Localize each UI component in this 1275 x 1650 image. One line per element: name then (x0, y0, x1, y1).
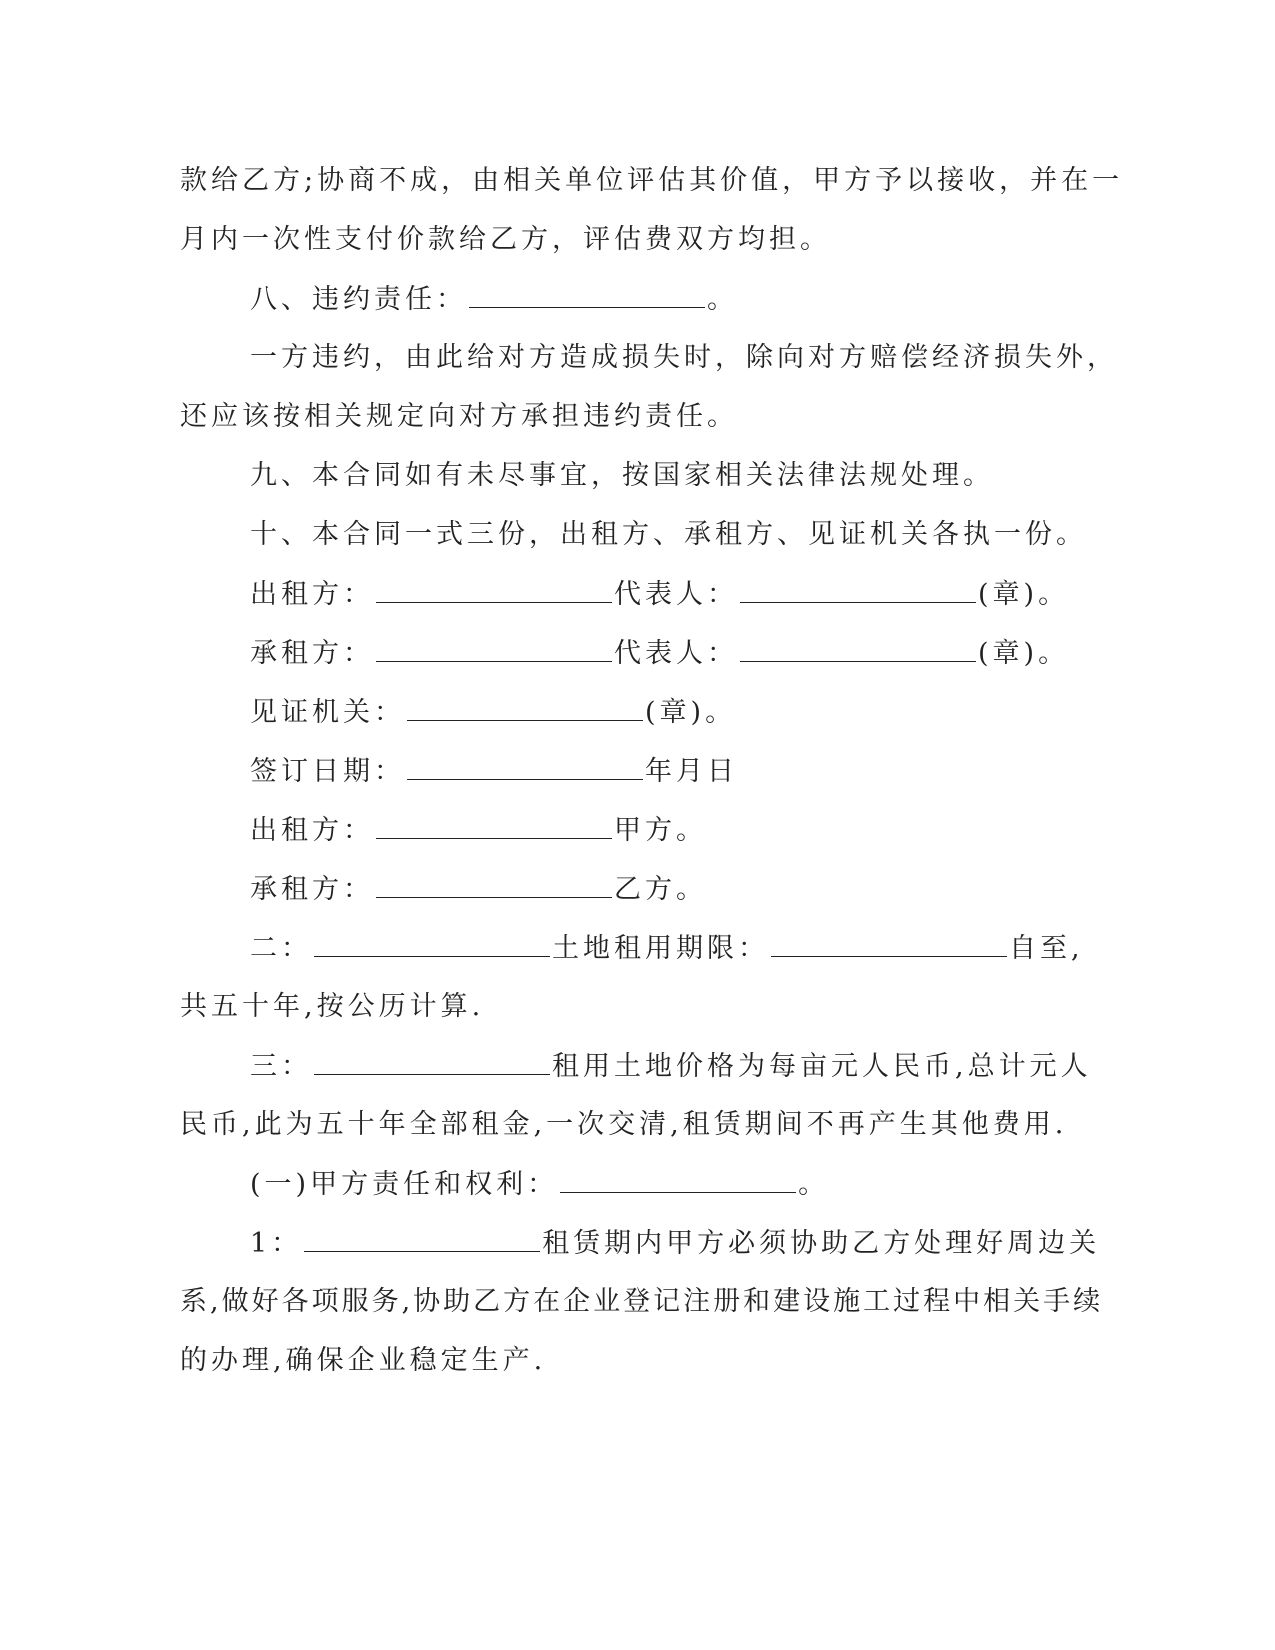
text: 代表人： (614, 638, 738, 669)
clause-8-heading (250, 281, 738, 317)
clause-2 (250, 930, 1084, 966)
fill-in-blank[interactable] (469, 281, 705, 308)
text: 甲方。 (614, 815, 707, 846)
lessor-signature-line (250, 576, 1069, 612)
paragraph-line (180, 989, 484, 1025)
text: 签订日期： (250, 756, 405, 787)
text: 承租方： (250, 638, 374, 669)
text: 租赁期内甲方必须协助乙方处理好周边关 (542, 1228, 1101, 1259)
text: (一)甲方责任和权利： (250, 1169, 559, 1200)
text: 九、本合同如有未尽事宜，按国家相关法律法规处理。 (250, 460, 994, 491)
paragraph-line (180, 1107, 1067, 1143)
text: (章)。 (978, 638, 1070, 669)
signing-date-line (250, 753, 738, 789)
clause-9 (250, 458, 994, 494)
fill-in-blank[interactable] (314, 930, 550, 957)
text: 出租方： (250, 815, 374, 846)
paragraph-line (180, 222, 831, 258)
text: 八、违约责任： (250, 284, 467, 315)
text: 承租方： (250, 874, 374, 905)
fill-in-blank[interactable] (376, 871, 612, 898)
paragraph-line (180, 1343, 546, 1379)
text: 民币,此为五十年全部租金,一次交清,租赁期间不再产生其他费用. (180, 1109, 1068, 1140)
clause-10 (250, 517, 1087, 553)
text: 还应该按相关规定向对方承担违约责任。 (180, 401, 738, 432)
paragraph-line (180, 163, 1123, 199)
text: 共五十年,按公历计算. (180, 991, 485, 1022)
fill-in-blank[interactable] (407, 694, 643, 721)
text: 见证机关： (250, 697, 405, 728)
fill-in-blank[interactable] (376, 635, 612, 662)
text: 租用土地价格为每亩元人民币,总计元人 (552, 1051, 1092, 1082)
text: 十、本合同一式三份，出租方、承租方、见证机关各执一份。 (250, 519, 1087, 550)
text: 三： (250, 1051, 312, 1082)
text: 。 (798, 1169, 830, 1200)
text: 一方违约，由此给对方造成损失时，除向对方赔偿经济损失外， (250, 342, 1118, 373)
text: 自至, (1009, 933, 1084, 964)
fill-in-blank[interactable] (740, 576, 976, 603)
fill-in-blank[interactable] (314, 1048, 550, 1075)
text: 出租方： (250, 579, 374, 610)
text: (章)。 (645, 697, 737, 728)
paragraph-line (180, 399, 738, 435)
text: 的办理,确保企业稳定生产. (180, 1345, 547, 1376)
text: 款给乙方;协商不成，由相关单位评估其价值，甲方予以接收，并在一 (180, 165, 1124, 196)
item-1 (250, 1225, 1100, 1261)
text: 月内一次性支付价款给乙方，评估费双方均担。 (180, 224, 831, 255)
fill-in-blank[interactable] (376, 576, 612, 603)
fill-in-blank[interactable] (771, 930, 1007, 957)
text: 。 (707, 284, 738, 315)
fill-in-blank[interactable] (740, 635, 976, 662)
text: 年月日 (645, 756, 738, 787)
lessee-signature-line (250, 635, 1069, 671)
text: (章)。 (978, 579, 1070, 610)
fill-in-blank[interactable] (407, 753, 643, 780)
text: 二： (250, 933, 312, 964)
text: 系,做好各项服务,协助乙方在企业登记注册和建设施工过程中相关手续 (180, 1286, 1104, 1317)
fill-in-blank[interactable] (376, 812, 612, 839)
text: 乙方。 (614, 874, 707, 905)
fill-in-blank[interactable] (560, 1166, 796, 1193)
lessee-party-b-line (250, 871, 707, 907)
fill-in-blank[interactable] (304, 1225, 540, 1252)
lessor-party-a-line (250, 812, 707, 848)
text: 1： (250, 1228, 303, 1259)
paragraph-line (180, 1284, 1103, 1320)
text: 代表人： (614, 579, 738, 610)
clause-3 (250, 1048, 1092, 1084)
paragraph-line (250, 340, 1118, 376)
witness-signature-line (250, 694, 736, 730)
text: 土地租用期限： (552, 933, 769, 964)
party-a-responsibilities-heading (250, 1166, 829, 1202)
